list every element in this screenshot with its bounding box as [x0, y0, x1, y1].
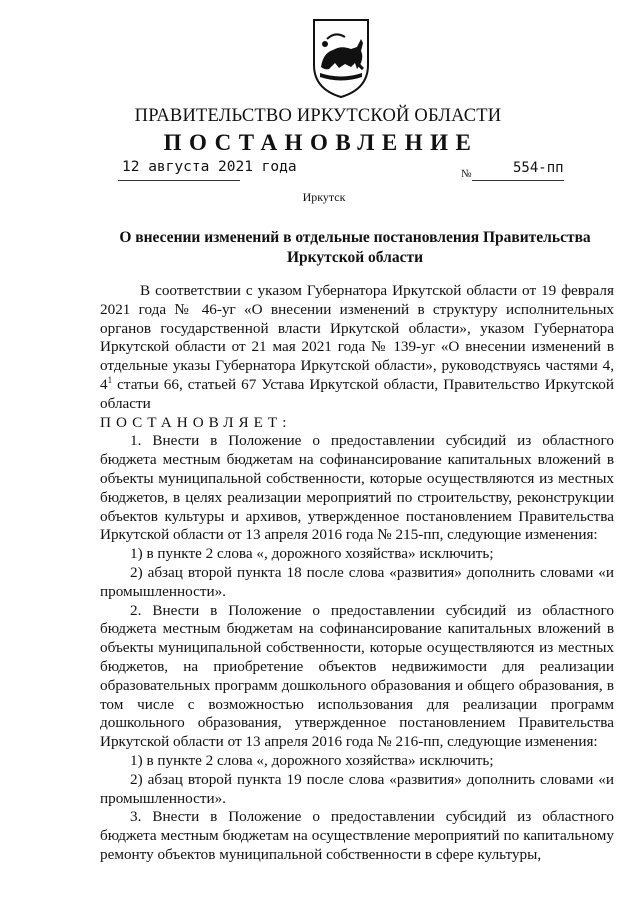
item-3: 3. Внести в Положение о предоставлении субсидий из областного бюджета местным бюджетам на осуществление мероприятий по капитальному ремонту объектов муниципальной собственности в сфере культуры, [100, 808, 614, 863]
item-1: 1. Внести в Положение о предоставлении субсидий из областного бюджета местным бюджетам на софинансирование капитальных вложений в объекты муниципальной собственности, которые осуществляются из местных бюджетов, в целях реализации мероприятий по строительству, реконструкции объектов культуры и архивов, утвержденное постановлением Правительства Иркутской области от 13 апреля 2016 года № 215-пп, следующие изменения: [100, 432, 614, 544]
document-date: 12 августа 2021 года [122, 159, 297, 175]
document-city: Иркутск [302, 190, 346, 204]
subject-line-1: О внесении изменений в отдельные постановления Правительства [119, 229, 591, 246]
number-sign: № [461, 168, 472, 180]
document-body [100, 282, 614, 865]
document-type-heading: ПОСТАНОВЛЕНИЕ [163, 130, 479, 155]
subject-line-2: Иркутской области [286, 248, 424, 266]
item-2: 2. Внести в Положение о предоставлении субсидий из областного бюджета местным бюджетам на софинансирование капитальных вложений в объекты муниципальной собственности, которые осуществляются из местных бюджетов, на приобретение объектов недвижимости для реализации образовательных программ дошкольного образования и общего образования, в том числе с возможностью использования для реализации программ дошкольного образования, утвержденное постановлением Правительства Иркутской области от 13 апреля 2016 года № 216-пп, следующие изменения: [100, 601, 614, 751]
preamble-text: В соответствии с указом Губернатора Иркутской области от 19 февраля 2021 года № 46-уг «О внесении изменений в структуру исполнительных органов государственной власти Иркутской области», указом Губернатора Иркутской области от 21 мая 2021 года № 139-уг «О внесении изменений в отдельные указы Губернатора Иркутской области», руководствуясь частями 4, 4 [100, 282, 614, 393]
document-number: 554-пп [513, 160, 564, 176]
irkutsk-coat-of-arms-icon [311, 17, 371, 99]
number-underline [472, 180, 564, 181]
item-1-subitem-1: 1) в пункте 2 слова «, дорожного хозяйства» исключить; [130, 545, 494, 563]
document-subject [100, 228, 610, 267]
decree-word: ПОСТАНОВЛЯЕТ: [100, 413, 292, 431]
item-2-subitem-2: 2) абзац второй пункта 19 после слова «развития» дополнить словами «и промышленности». [100, 770, 614, 807]
government-title: ПРАВИТЕЛЬСТВО ИРКУТСКОЙ ОБЛАСТИ [134, 106, 502, 126]
preamble-text-end: статьи 66, статьей 67 Устава Иркутской области, Правительство Иркутской области [100, 375, 614, 412]
superscript: 1 [107, 374, 113, 385]
date-underline [118, 180, 240, 181]
item-1-subitem-2: 2) абзац второй пункта 18 после слова «развития» дополнить словами «и промышленности». [100, 563, 614, 600]
preamble-paragraph [100, 282, 614, 414]
item-2-subitem-1: 1) в пункте 2 слова «, дорожного хозяйства» исключить; [130, 751, 494, 769]
